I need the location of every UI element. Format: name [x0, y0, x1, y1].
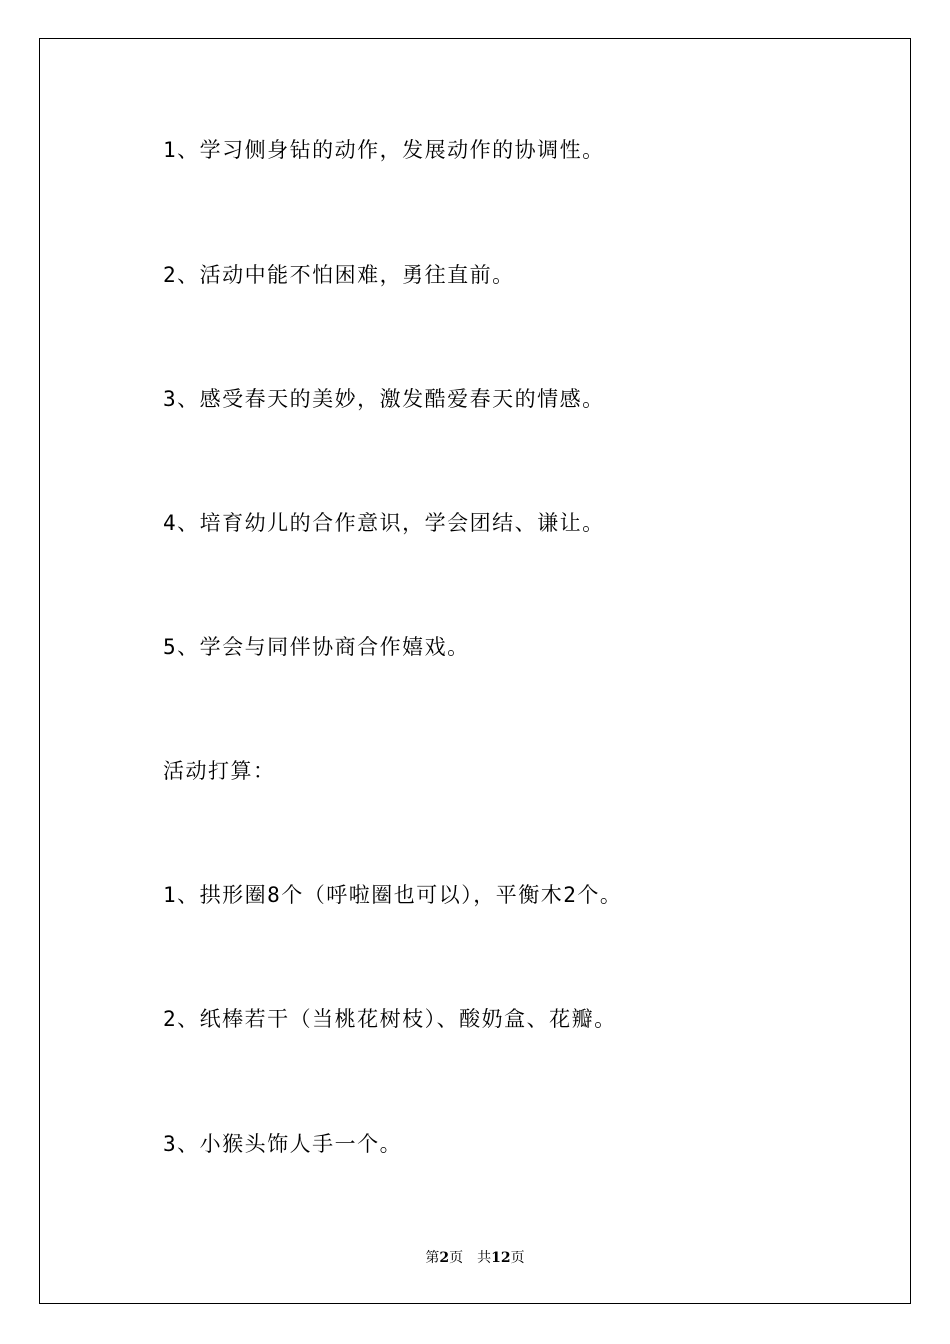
paragraph-3: 3、感受春天的美妙，激发酷爱春天的情感。: [163, 387, 605, 411]
section-heading: 活动打算：: [163, 759, 276, 783]
page-suffix: 页: [449, 1250, 464, 1266]
paragraph-6: 1、拱形圈8个（呼啦圈也可以），平衡木2个。: [163, 883, 623, 907]
paragraph-1: 1、学习侧身钻的动作，发展动作的协调性。: [163, 138, 605, 162]
total-suffix: 页: [510, 1250, 525, 1266]
paragraph-8: 3、小猴头饰人手一个。: [163, 1132, 403, 1156]
paragraph-7: 2、纸棒若干（当桃花树枝）、酸奶盒、花瓣。: [163, 1007, 617, 1031]
total-prefix: 共: [477, 1250, 492, 1266]
page-footer: [0, 1249, 950, 1267]
page-border: [39, 38, 911, 1304]
current-page-number: 2: [439, 1250, 450, 1266]
total-pages-number: 12: [491, 1250, 511, 1266]
page-prefix: 第: [425, 1250, 440, 1266]
paragraph-4: 4、培育幼儿的合作意识，学会团结、谦让。: [163, 511, 605, 535]
paragraph-5: 5、学会与同伴协商合作嬉戏。: [163, 635, 470, 659]
paragraph-2: 2、活动中能不怕困难，勇往直前。: [163, 263, 515, 287]
